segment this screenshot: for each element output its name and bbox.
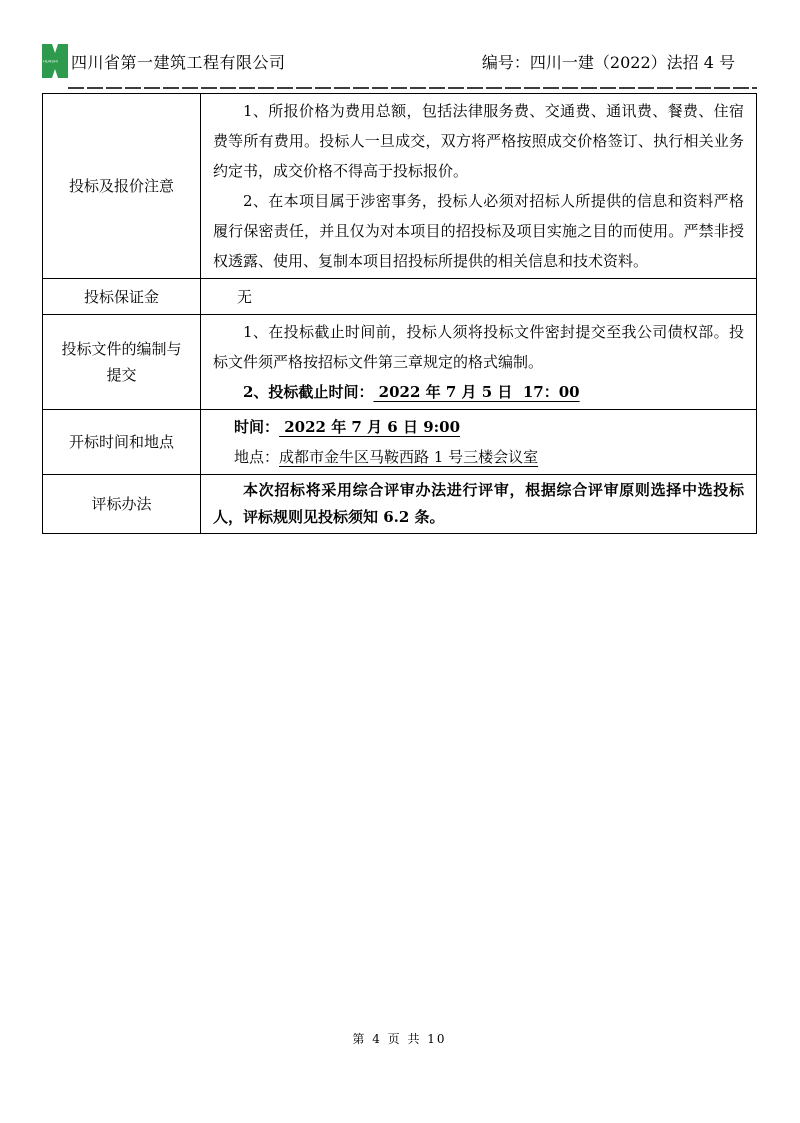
bid-deadline-prefix: 2、投标截止时间： <box>243 383 374 401</box>
bid-bond-value: 无 <box>237 287 253 306</box>
row-content-bid-documents <box>201 315 757 410</box>
row-label-bid-documents: 投标文件的编制与提交 <box>43 315 201 410</box>
bid-deadline-line <box>213 377 744 407</box>
page-number: 第 4 页 共 10 <box>352 1032 447 1046</box>
table-row <box>43 475 757 534</box>
table-row <box>43 410 757 475</box>
table-row <box>43 94 757 279</box>
row-label-bid-price-notes: 投标及报价注意 <box>43 94 201 279</box>
table-row <box>43 315 757 410</box>
row-label-bid-bond: 投标保证金 <box>43 279 201 315</box>
company-name: 四川省第一建筑工程有限公司 <box>71 52 286 72</box>
row-content-bid-bond <box>201 279 757 315</box>
table-row <box>43 279 757 315</box>
bid-info-table <box>42 93 757 534</box>
paragraph: 本次招标将采用综合评审办法进行评审，根据综合评审原则选择中选投标人，评标规则见投标须知 6.2 条。 <box>213 481 744 526</box>
opening-time-prefix: 时间： <box>234 418 280 436</box>
row-content-evaluation-method <box>201 475 757 534</box>
svg-text:HUASHI: HUASHI <box>43 59 58 64</box>
bid-deadline-value: 2022 年 7 月 5 日 17：00 <box>373 383 580 401</box>
header-divider <box>68 87 757 89</box>
paragraph: 1、所报价格为费用总额，包括法律服务费、交通费、通讯费、餐费、住宿费等所有费用。投标人一旦成交，双方将严格按照成交价格签订、执行相关业务约定书，成交价格不得高于投标报价。 <box>213 102 744 180</box>
opening-place-prefix: 地点： <box>234 448 280 466</box>
paragraph: 1、在投标截止时间前，投标人须将投标文件密封提交至我公司债权部。投标文件须严格按招标文件第三章规定的格式编制。 <box>213 323 744 371</box>
opening-time-value: 2022 年 7 月 6 日 9:00 <box>279 418 461 436</box>
page-footer <box>42 1030 757 1047</box>
paragraph: 2、在本项目属于涉密事务，投标人必须对招标人所提供的信息和资料严格履行保密责任，并且仅为对本项目的招投标及项目实施之目的而使用。严禁非授权透露、使用、复制本项目招投标所提供的相关信息和技术资料。 <box>213 192 744 270</box>
row-content-opening-time-place <box>201 410 757 475</box>
row-label-evaluation-method: 评标办法 <box>43 475 201 534</box>
row-label-opening-time-place: 开标时间和地点 <box>43 410 201 475</box>
row-content-bid-price-notes <box>201 94 757 279</box>
document-number: 编号：四川一建（2022）法招 4 号 <box>481 52 735 72</box>
opening-time-line <box>213 412 744 442</box>
page-header <box>42 44 757 89</box>
company-logo-icon <box>42 44 68 78</box>
opening-place-value: 成都市金牛区马鞍西路 1 号三楼会议室 <box>279 448 539 466</box>
opening-place-line <box>213 442 744 472</box>
